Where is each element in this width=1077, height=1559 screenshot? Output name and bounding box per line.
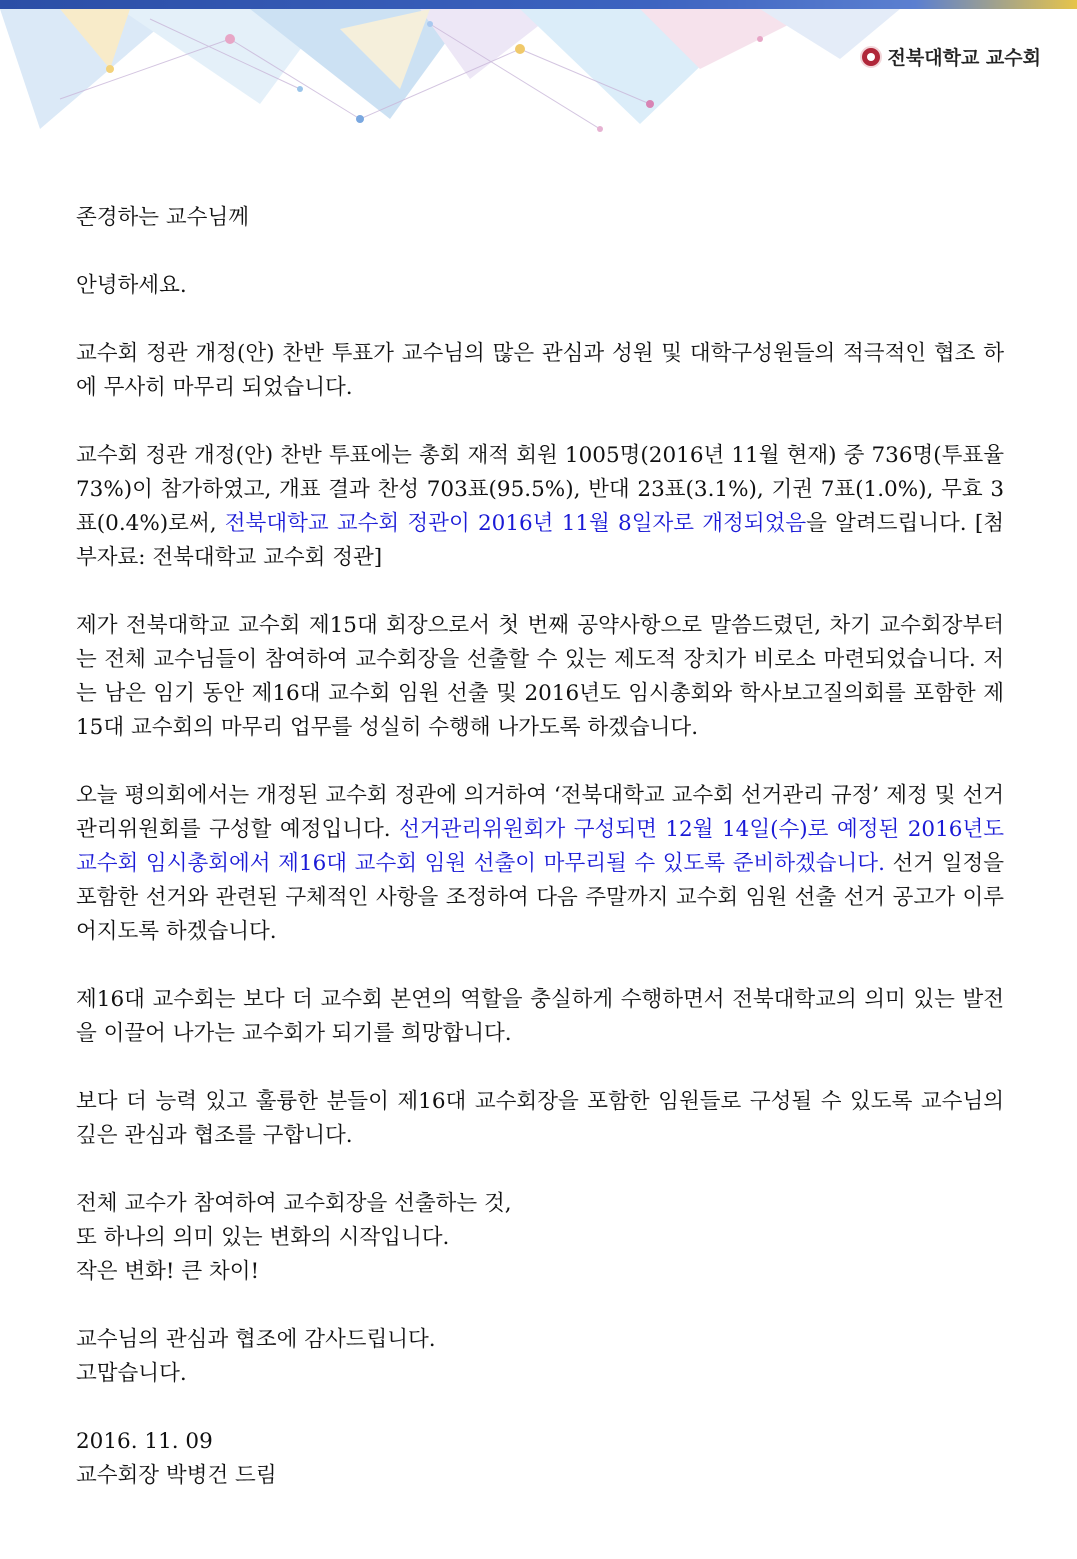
paragraph-vote-results [76, 439, 1004, 575]
slogan-block [76, 1187, 1004, 1289]
slogan-line-2: 또 하나의 의미 있는 변화의 시작입니다. [76, 1225, 450, 1250]
election-plan-closing: 선거 일정을 포함한 선거와 관련된 구체적인 사항을 조정하여 다음 주말까지 교수회 임원 선출 선거 공고가 이루어지도록 하겠습니다. [76, 851, 1005, 944]
logo-text: 전북대학교 교수회 [887, 47, 1041, 69]
election-plan-intro: 오늘 평의회에서는 개정된 교수회 정관에 의거하여 ‘전북대학교 교수회 선거관리 규정’ 제정 및 선거관리위원회를 구성할 예정입니다. [76, 783, 1004, 842]
vote-results-text: 교수회 정관 개정(안) 찬반 투표에는 총회 재적 회원 1005명(2016년 11월 현재) 중 736명(투표율 73%)이 참가하였고, 개표 결과 찬성 703표(95.5%), 반대 23표(3.1%), 기권 7표(1.0%), 무효 3표(0.4%)로써, [76, 443, 1004, 536]
vote-results-attachment: 을 알려드립니다. [첨부자료: 전북대학교 교수회 정관] [76, 511, 1004, 570]
highlight-amendment-date: 전북대학교 교수회 정관이 2016년 11월 8일자로 개정되었음 [224, 511, 807, 536]
salutation: 존경하는 교수님께 [76, 205, 249, 230]
paragraph-pledge: 제가 전북대학교 교수회 제15대 회장으로서 첫 번째 공약사항으로 말씀드렸던, 차기 교수회장부터는 전체 교수님들이 참여하여 교수회장을 선출할 수 있는 제도적 장치가 비로소 마련되었습니다. 저는 남은 임기 동안 제16대 교수회 임원 선출 및 2016년도 임시총회와 학사보고질의회를 포함한 제15대 교수회의 마무리 업무를 성실히 수행해 나가도록 하겠습니다. [76, 613, 1004, 740]
closing-block [76, 1425, 1004, 1493]
university-seal-icon [860, 46, 882, 68]
highlight-election-schedule: 선거관리위원회가 구성되면 12월 14일(수)로 예정된 2016년도 교수회 임시총회에서 제16대 교수회 임원 선출이 마무리될 수 있도록 준비하겠습니다. [76, 817, 1005, 876]
thanks-block [76, 1323, 1004, 1391]
slogan-line-3: 작은 변화! 큰 차이! [76, 1259, 260, 1284]
letter-date: 2016. 11. 09 [76, 1429, 213, 1454]
org-logo [860, 43, 1041, 70]
greeting: 안녕하세요. [76, 273, 187, 298]
signature: 교수회장 박병건 드림 [76, 1463, 277, 1488]
paragraph-request: 보다 더 능력 있고 훌륭한 분들이 제16대 교수회장을 포함한 임원들로 구성될 수 있도록 교수님의 깊은 관심과 협조를 구합니다. [76, 1089, 1004, 1148]
header-stripe [0, 0, 1077, 9]
paragraph-vote-complete: 교수회 정관 개정(안) 찬반 투표가 교수님의 많은 관심과 성원 및 대학구성원들의 적극적인 협조 하에 무사히 마무리 되었습니다. [76, 341, 1004, 400]
thanks-line-1: 교수님의 관심과 협조에 감사드립니다. [76, 1327, 436, 1352]
thanks-line-2: 고맙습니다. [76, 1361, 187, 1386]
paragraph-hope: 제16대 교수회는 보다 더 교수회 본연의 역할을 충실하게 수행하면서 전북대학교의 의미 있는 발전을 이끌어 나가는 교수회가 되기를 희망합니다. [76, 987, 1004, 1046]
letter-body [76, 201, 1004, 1527]
decorative-header-art [0, 9, 1077, 149]
paragraph-election-plan [76, 779, 1004, 949]
slogan-line-1: 전체 교수가 참여하여 교수회장을 선출하는 것, [76, 1191, 512, 1216]
